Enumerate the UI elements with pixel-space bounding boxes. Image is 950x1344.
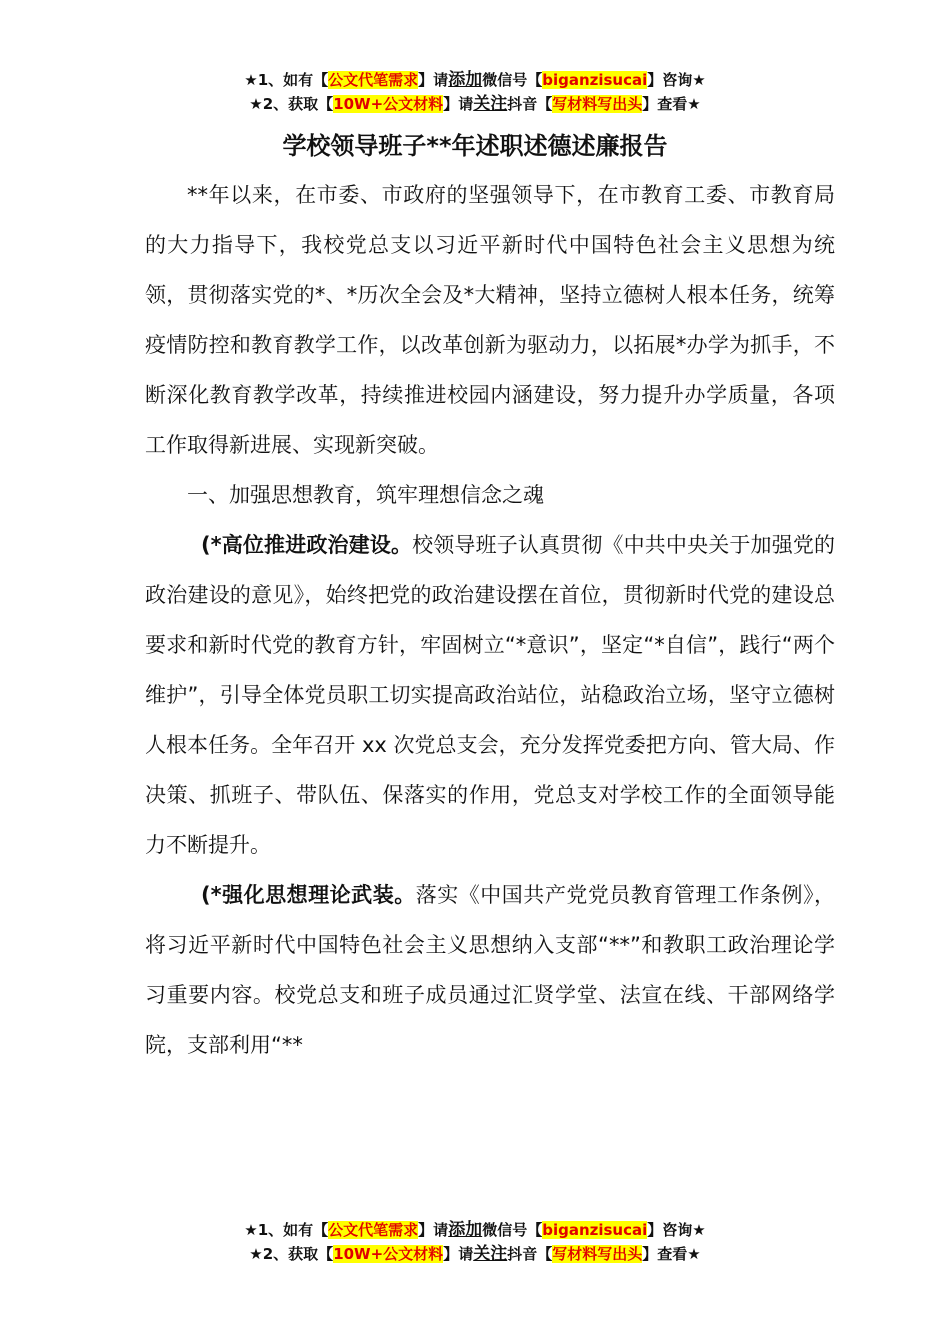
top-banner bbox=[0, 68, 950, 116]
document-title: 学校领导班子**年述职述德述廉报告 bbox=[282, 132, 668, 160]
banner-line-2-bottom: ★2、获取【10W+公文材料】请关注抖音【写材料写出头】查看★ bbox=[249, 1244, 701, 1264]
item-paragraph-1 bbox=[145, 520, 835, 870]
highlight-service: 公文代笔需求 bbox=[328, 71, 419, 89]
item-paragraph-2 bbox=[145, 870, 835, 1070]
document-body bbox=[145, 170, 835, 1070]
item-title-2: (*强化思想理论武装。 bbox=[201, 883, 416, 907]
highlight-materials: 10W+公文材料 bbox=[333, 1245, 444, 1263]
item-title-1: (*高位推进政治建设。 bbox=[201, 533, 413, 557]
banner-line-1-bottom: ★1、如有【公文代笔需求】请添加微信号【biganzisucai】咨询★ bbox=[244, 1220, 706, 1240]
intro-paragraph: **年以来，在市委、市政府的坚强领导下，在市教育工委、市教育局的大力指导下，我校党总支以习近平新时代中国特色社会主义思想为统领，贯彻落实党的*、*历次全会及*大精神，坚持立德树人根本任务，统筹疫情防控和教育教学工作，以改革创新为驱动力，以拓展*办学为抓手，不断深化教育教学改革，持续推进校园内涵建设，努力提升办学质量，各项工作取得新进展、实现新突破。 bbox=[145, 183, 835, 457]
highlight-service: 公文代笔需求 bbox=[328, 1221, 419, 1239]
highlight-wechat-id: biganzisucai bbox=[542, 71, 648, 89]
section-heading: 一、加强思想教育，筑牢理想信念之魂 bbox=[187, 483, 544, 507]
item-text-1: 校领导班子认真贯彻《中共中央关于加强党的政治建设的意见》，始终把党的政治建设摆在首位，贯彻新时代党的建设总要求和新时代党的教育方针，牢固树立“*意识”，坚定“*自信”，践行“两个维护”，引导全体党员职工切实提高政治站位，站稳政治立场，坚守立德树人根本任务。全年召开 xx 次党总支会，充分发挥党委把方向、管大局、作决策、抓班子、带队伍、保落实的作用，党总支对学校工作的全面领导能力不断提升。 bbox=[145, 533, 835, 857]
bottom-banner bbox=[0, 1218, 950, 1266]
item-text-2: 落实《中国共产党党员教育管理工作条例》，将习近平新时代中国特色社会主义思想纳入支部“**”和教职工政治理论学习重要内容。校党总支和班子成员通过汇贤学堂、法宣在线、干部网络学院，支部利用“** bbox=[145, 883, 835, 1057]
highlight-douyin-id: 写材料写出头 bbox=[552, 1245, 643, 1263]
highlight-wechat-id: biganzisucai bbox=[542, 1221, 648, 1239]
banner-line-2: ★2、获取【10W+公文材料】请关注抖音【写材料写出头】查看★ bbox=[249, 94, 701, 114]
banner-line-1: ★1、如有【公文代笔需求】请添加微信号【biganzisucai】咨询★ bbox=[244, 70, 706, 90]
highlight-douyin-id: 写材料写出头 bbox=[552, 95, 643, 113]
highlight-materials: 10W+公文材料 bbox=[333, 95, 444, 113]
